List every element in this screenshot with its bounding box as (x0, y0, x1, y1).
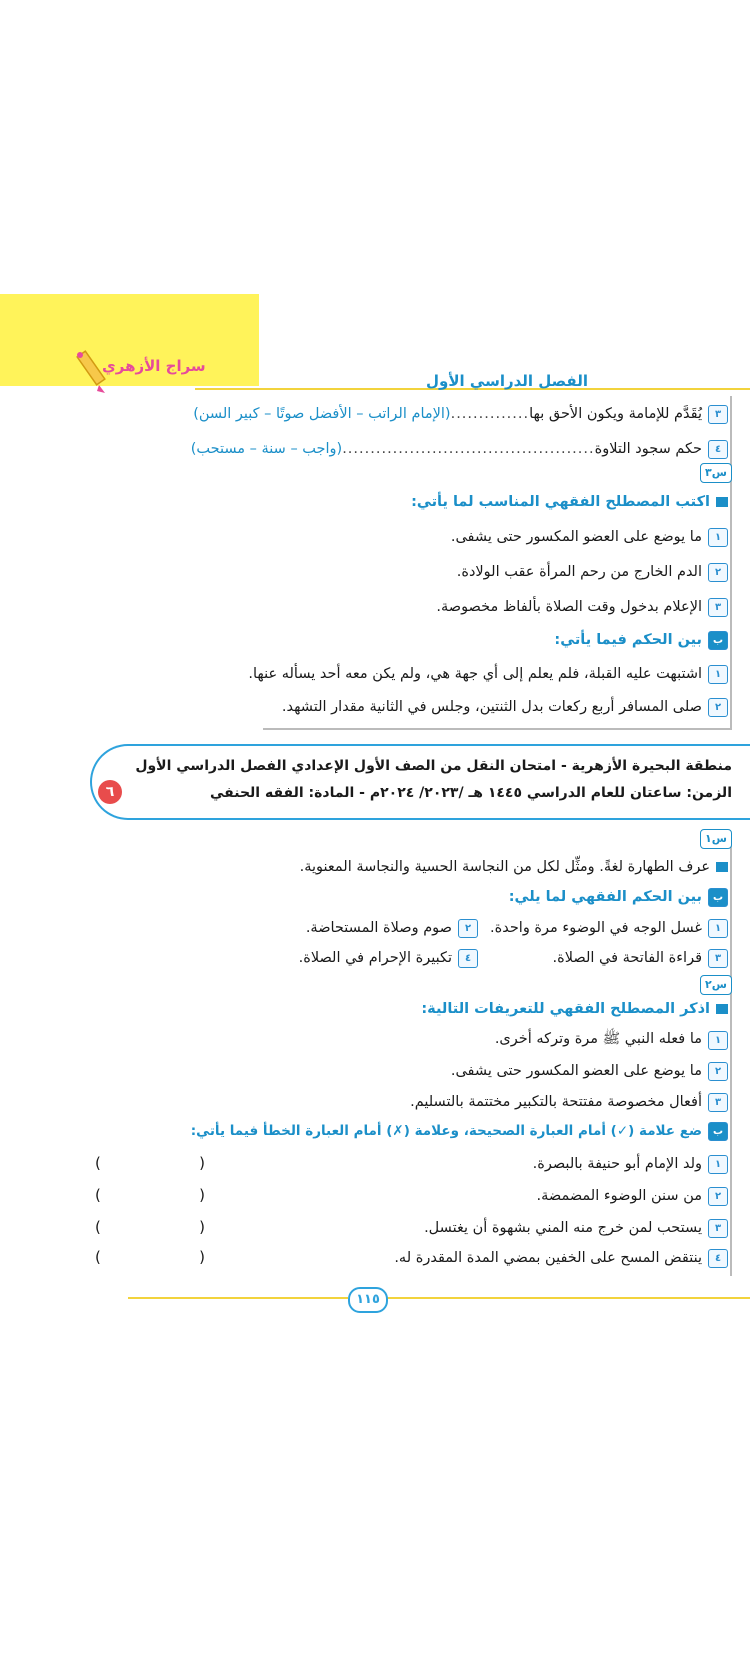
answer-blank[interactable]: ............................................. (342, 441, 595, 457)
page-number: ١١٥ (348, 1287, 388, 1313)
grid-cell (306, 919, 478, 938)
item-number: ٤ (708, 440, 728, 459)
question-tag-3: س٣ (700, 463, 732, 483)
q3b-item-1 (60, 661, 728, 687)
paren-close: ) (199, 1218, 205, 1236)
item-number: ٤ (708, 1249, 728, 1268)
s1-grid-row-1 (60, 915, 728, 941)
question-tag-2: س٢ (700, 975, 732, 995)
s1-item-a (60, 854, 728, 880)
item-number: ٢ (458, 919, 478, 938)
item-text: أفعال مخصوصة مفتتحة بالتكبير مختتمة بالتسليم. (410, 1094, 702, 1110)
section-heading: بين الحكم فيما يأتي: (554, 632, 702, 648)
paren-open: ( (95, 1186, 101, 1204)
answer-parens-3[interactable] (95, 1218, 205, 1236)
item-number: ١ (708, 665, 728, 684)
paren-close: ) (199, 1248, 205, 1266)
item-number: ٣ (708, 405, 728, 424)
section-a-marker (716, 497, 728, 507)
item-text: غسل الوجه في الوضوء مرة واحدة. (490, 920, 702, 936)
footer-rule-right (384, 1297, 750, 1299)
item-text: ما فعله النبي ﷺ مرة وتركه أخرى. (494, 1030, 702, 1047)
brand-name: سراج الأزهري (102, 357, 206, 375)
answer-blank[interactable]: .............. (450, 406, 530, 422)
item-text: صلى المسافر أربع ركعات بدل الثنتين، وجلس في الثانية مقدار التشهد. (281, 699, 702, 715)
q3b-item-2 (60, 694, 728, 720)
frame-bottom-top (263, 728, 732, 730)
section-b-marker: ب (708, 631, 728, 650)
item-text: الإعلام بدخول وقت الصلاة بألفاظ مخصوصة. (436, 599, 702, 615)
item-number: ٣ (708, 1093, 728, 1112)
section-b-marker: ب (708, 888, 728, 907)
s2-item-2 (60, 1058, 728, 1084)
frame-right-top (730, 396, 732, 730)
top-item-3 (60, 401, 728, 427)
item-text: الدم الخارج من رحم المرأة عقب الولادة. (456, 564, 702, 580)
item-number: ٢ (708, 1062, 728, 1081)
q3-item-1 (60, 524, 728, 550)
item-number: ٢ (708, 1187, 728, 1206)
item-number: ١ (708, 1155, 728, 1174)
item-text: يُقَدَّم للإمامة ويكون الأحق بها (529, 406, 702, 422)
s1-grid-row-2 (60, 945, 728, 971)
item-number: ٤ (458, 949, 478, 968)
item-text: ولد الإمام أبو حنيفة بالبصرة. (532, 1156, 702, 1172)
section-heading: بين الحكم الفقهي لما يلي: (508, 889, 702, 905)
exam-title: منطقة البحيرة الأزهرية - امتحان النقل من الصف الأول الإعدادي الفصل الدراسي الأول (135, 758, 732, 774)
q3-item-2 (60, 559, 728, 585)
footer-rule-left (128, 1297, 348, 1299)
paren-open: ( (95, 1218, 101, 1236)
item-text: ما يوضع على العضو المكسور حتى يشفى. (450, 1063, 702, 1079)
item-text: عرف الطهارة لغةً. ومثِّل لكل من النجاسة الحسية والنجاسة المعنوية. (299, 859, 710, 875)
item-text: اشتبهت عليه القبلة، فلم يعلم إلى أي جهة هي، ولم يكن معه أحد يسأله عنها. (248, 666, 702, 682)
item-text: ما يوضع على العضو المكسور حتى يشفى. (450, 529, 702, 545)
s2-heading-a (60, 996, 728, 1022)
item-text: يستحب لمن خرج منه المني بشهوة أن يغتسل. (424, 1220, 702, 1236)
brand-logo (72, 349, 206, 397)
answer-parens-4[interactable] (95, 1248, 205, 1266)
item-number: ٢ (708, 563, 728, 582)
grid-cell (478, 919, 728, 938)
section-b-marker: ب (708, 1122, 728, 1141)
item-options: (الإمام الراتب – الأفضل صوتًا – كبير السن) (193, 406, 451, 422)
paren-close: ) (199, 1154, 205, 1172)
item-text: صوم وصلاة المستحاضة. (305, 920, 452, 936)
paren-open: ( (95, 1154, 101, 1172)
item-number: ١ (708, 1031, 728, 1050)
exam-header-box (90, 744, 750, 820)
q3-item-3 (60, 594, 728, 620)
s2-item-1 (60, 1027, 728, 1053)
item-text: من سنن الوضوء المضمضة. (536, 1188, 702, 1204)
paren-open: ( (95, 1248, 101, 1266)
section-a-marker (716, 1004, 728, 1014)
item-number: ١ (708, 528, 728, 547)
item-text: ينتقض المسح على الخفين بمضي المدة المقدرة له. (394, 1250, 702, 1266)
paren-close: ) (199, 1186, 205, 1204)
item-text: حكم سجود التلاوة (594, 441, 702, 457)
item-number: ٢ (708, 698, 728, 717)
frame-right-bottom (730, 836, 732, 1276)
item-text: قراءة الفاتحة في الصلاة. (552, 950, 702, 966)
exam-number-badge: ٦ (98, 780, 122, 804)
section-heading: ضع علامة (✓) أمام العبارة الصحيحة، وعلامة (✗) أمام العبارة الخطأ فيما يأتي: (190, 1123, 702, 1139)
grid-cell (299, 949, 478, 968)
item-options: (واجب – سنة – مستحب) (190, 441, 343, 457)
q3-heading-a (60, 489, 728, 515)
section-a-marker (716, 862, 728, 872)
grid-cell (478, 949, 728, 968)
item-number: ٣ (708, 949, 728, 968)
item-number: ٣ (708, 1219, 728, 1238)
exam-details: الزمن: ساعتان للعام الدراسي ١٤٤٥ هـ /٢٠٢٣/ ٢٠٢٤م - المادة: الفقه الحنفي (209, 785, 732, 801)
item-number: ١ (708, 919, 728, 938)
s2-heading-b (60, 1118, 728, 1144)
answer-parens-1[interactable] (95, 1154, 205, 1172)
answer-parens-2[interactable] (95, 1186, 205, 1204)
q3-heading-b (60, 627, 728, 653)
question-tag-1: س١ (700, 829, 732, 849)
chapter-title: الفصل الدراسي الأول (426, 372, 588, 390)
item-text: تكبيرة الإحرام في الصلاة. (298, 950, 452, 966)
section-heading: اذكر المصطلح الفقهي للتعريفات التالية: (421, 1001, 710, 1017)
section-heading: اكتب المصطلح الفقهي المناسب لما يأتي: (411, 494, 710, 510)
s2-item-3 (60, 1089, 728, 1115)
top-item-4 (60, 436, 728, 462)
s1-heading-b (60, 884, 728, 910)
item-number: ٣ (708, 598, 728, 617)
